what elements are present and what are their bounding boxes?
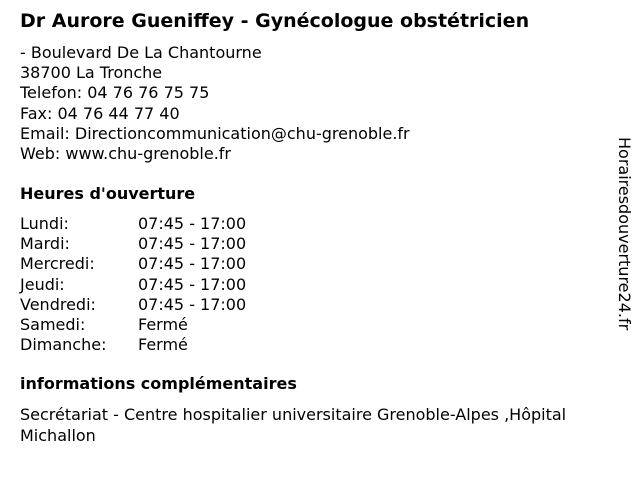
time-value: Fermé [138, 314, 188, 334]
day-label: Dimanche: [20, 335, 107, 355]
day-label: Mardi: [20, 234, 70, 254]
email-line: Email: Directioncommunication@chu-grenoble.fr [20, 123, 410, 143]
hours-row-thursday [20, 275, 280, 295]
page-title: Dr Aurore Gueniffey - Gynécologue obstétricien [20, 10, 530, 32]
time-value: 07:45 - 17:00 [138, 234, 247, 254]
day-label: Samedi: [20, 314, 86, 334]
time-value: 07:45 - 17:00 [138, 254, 247, 274]
address-block [20, 43, 410, 164]
hours-row-monday [20, 214, 280, 234]
opening-hours-heading: Heures d'ouverture [20, 184, 196, 203]
city-line: 38700 La Tronche [20, 63, 163, 83]
additional-info-text: Secrétariat - Centre hospitalier universitaire Grenoble-Alpes ,Hôpital Michallon [20, 405, 567, 445]
hours-row-sunday [20, 335, 280, 355]
fax-line: Fax: 04 76 44 77 40 [20, 103, 180, 123]
hours-row-saturday [20, 315, 280, 335]
time-value: 07:45 - 17:00 [138, 214, 247, 233]
web-line: Web: www.chu-grenoble.fr [20, 144, 231, 164]
hours-row-friday [20, 295, 280, 315]
hours-row-wednesday [20, 254, 280, 274]
day-label: Vendredi: [20, 294, 96, 314]
opening-hours-table [20, 214, 280, 355]
phone-line: Telefon: 04 76 76 75 75 [20, 83, 210, 103]
time-value: 07:45 - 17:00 [138, 274, 247, 294]
day-label: Mercredi: [20, 254, 95, 274]
time-value: Fermé [138, 335, 188, 355]
day-label: Lundi: [20, 214, 69, 233]
additional-info-heading: informations complémentaires [20, 374, 297, 393]
time-value: 07:45 - 17:00 [138, 294, 247, 314]
day-label: Jeudi: [20, 274, 65, 294]
street-line: - Boulevard De La Chantourne [20, 43, 262, 62]
site-watermark: Horairesdouverture24.fr [615, 137, 634, 331]
hours-row-tuesday [20, 234, 280, 254]
